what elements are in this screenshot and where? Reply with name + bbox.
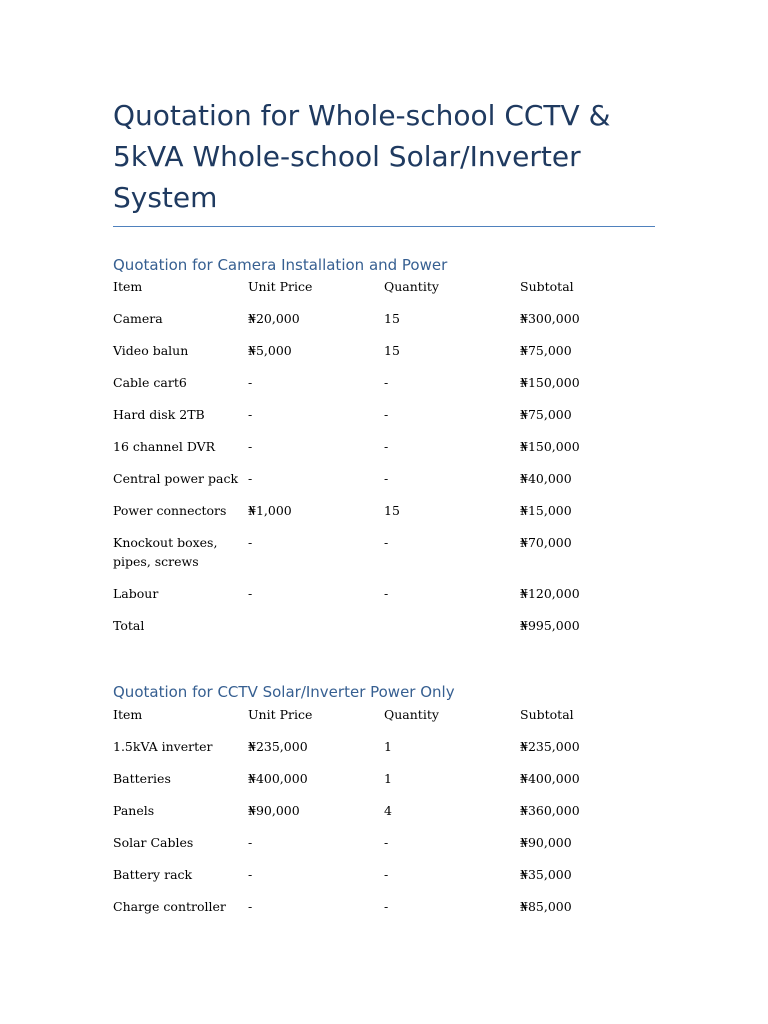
table-cell: 1 <box>384 739 392 754</box>
table-cell: ₦40,000 <box>520 471 572 486</box>
table-cell: Charge controller <box>113 899 226 914</box>
table-cell: - <box>384 899 389 914</box>
table-cell: ₦150,000 <box>520 375 580 390</box>
table-row <box>113 469 655 501</box>
table-cell: Hard disk 2TB <box>113 407 205 422</box>
document-title: Quotation for Whole-school CCTV & 5kVA Whole-school Solar/Inverter System <box>113 95 655 227</box>
table-cell: 1.5kVA inverter <box>113 739 213 754</box>
table-cell: ₦15,000 <box>520 503 572 518</box>
camera-quotation-table <box>113 277 655 648</box>
table-cell: ₦150,000 <box>520 439 580 454</box>
column-header: Subtotal <box>520 707 574 722</box>
table-cell: - <box>384 586 389 601</box>
table-row <box>113 533 655 584</box>
table-cell: Video balun <box>113 343 189 358</box>
table-cell: - <box>248 899 253 914</box>
table-cell: ₦235,000 <box>520 739 580 754</box>
table-cell: - <box>248 535 253 550</box>
section-heading-camera: Quotation for Camera Installation and Power <box>113 256 448 274</box>
table-cell: - <box>384 375 389 390</box>
table-cell: ₦90,000 <box>520 835 572 850</box>
column-header: Quantity <box>384 279 439 294</box>
table-cell: Knockout boxes, pipes, screws <box>113 535 218 569</box>
table-cell: ₦20,000 <box>248 311 300 326</box>
table-cell: 16 channel DVR <box>113 439 216 454</box>
table-row <box>113 769 655 801</box>
table-row <box>113 373 655 405</box>
column-header: Item <box>113 279 143 294</box>
table-cell: Panels <box>113 803 155 818</box>
table-cell: ₦1,000 <box>248 503 292 518</box>
table-cell: Battery rack <box>113 867 193 882</box>
table-cell: 15 <box>384 503 400 518</box>
table-cell: - <box>248 439 253 454</box>
table-cell: 1 <box>384 771 392 786</box>
table-cell: ₦85,000 <box>520 899 572 914</box>
table-cell: ₦995,000 <box>520 618 580 633</box>
table-cell: ₦120,000 <box>520 586 580 601</box>
table-row <box>113 501 655 533</box>
table-cell: ₦400,000 <box>520 771 580 786</box>
table-cell <box>384 616 520 648</box>
column-header: Quantity <box>384 707 439 722</box>
table-cell: - <box>248 586 253 601</box>
table-row <box>113 833 655 865</box>
table-row <box>113 584 655 616</box>
column-header: Item <box>113 707 143 722</box>
table-row <box>113 437 655 469</box>
table-cell: - <box>384 867 389 882</box>
table-cell: ₦235,000 <box>248 739 308 754</box>
table-header-row <box>113 277 655 309</box>
table-cell: Power connectors <box>113 503 227 518</box>
table-row <box>113 616 655 648</box>
table-row <box>113 405 655 437</box>
table-row <box>113 737 655 769</box>
table-cell: ₦300,000 <box>520 311 580 326</box>
table-header-row <box>113 705 655 737</box>
table-cell: - <box>248 407 253 422</box>
table-cell: ₦5,000 <box>248 343 292 358</box>
table-cell: Labour <box>113 586 159 601</box>
table-cell: 15 <box>384 311 400 326</box>
table-cell: ₦35,000 <box>520 867 572 882</box>
table-row <box>113 341 655 373</box>
table-cell: - <box>384 407 389 422</box>
table-cell: ₦70,000 <box>520 535 572 550</box>
table-cell <box>248 616 384 648</box>
table-cell: - <box>384 471 389 486</box>
table-cell: 15 <box>384 343 400 358</box>
section-heading-solar: Quotation for CCTV Solar/Inverter Power Only <box>113 683 455 701</box>
table-row <box>113 897 655 929</box>
table-cell: - <box>248 375 253 390</box>
table-cell: - <box>248 867 253 882</box>
table-row <box>113 801 655 833</box>
column-header: Subtotal <box>520 279 574 294</box>
table-cell: - <box>248 835 253 850</box>
table-cell: Total <box>113 618 145 633</box>
table-cell: - <box>248 471 253 486</box>
table-cell: ₦90,000 <box>248 803 300 818</box>
table-cell: - <box>384 439 389 454</box>
table-cell: Central power pack <box>113 471 239 486</box>
table-cell: - <box>384 835 389 850</box>
column-header: Unit Price <box>248 279 313 294</box>
table-cell: ₦75,000 <box>520 343 572 358</box>
table-cell: Solar Cables <box>113 835 194 850</box>
table-cell: ₦360,000 <box>520 803 580 818</box>
table-cell: ₦400,000 <box>248 771 308 786</box>
solar-quotation-table <box>113 705 655 929</box>
table-cell: ₦75,000 <box>520 407 572 422</box>
table-cell: 4 <box>384 803 392 818</box>
table-row <box>113 865 655 897</box>
column-header: Unit Price <box>248 707 313 722</box>
table-row <box>113 309 655 341</box>
table-cell: Camera <box>113 311 163 326</box>
table-cell: Cable cart6 <box>113 375 187 390</box>
table-cell: - <box>384 535 389 550</box>
table-cell: Batteries <box>113 771 171 786</box>
